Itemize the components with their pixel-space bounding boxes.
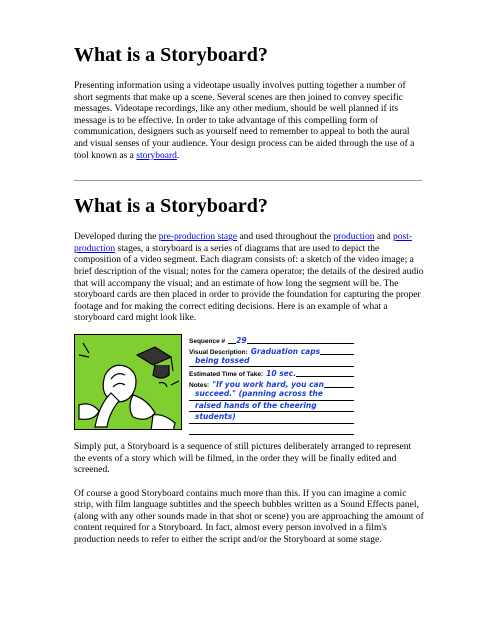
sequence-underline <box>228 343 236 344</box>
visual-row <box>189 345 354 356</box>
section2-text-d: stages, a storyboard is a series of diagrams that are used to depict the composition of a video segment. Each diagram consists of: a sketch of the video image; a brief description of the visual; notes for the camera operator; the details of the desired audio that will accompany the visual; and an estimate of how long the segment will be. The storyboard cards are then placed in order to provide the foundation for capturing the proper footage and for making the correct editing decisions. Here is an example of what a storyboard card might look like. <box>74 243 424 324</box>
sequence-underline-end <box>247 343 354 344</box>
time-label: Estimated Time of Take: <box>189 371 264 379</box>
sequence-value: 29 <box>236 335 247 345</box>
section2-paragraph <box>74 232 424 325</box>
section2-text-b: and used throughout the <box>237 232 334 243</box>
notes-value-3: raised hands of the cheering <box>195 400 317 410</box>
visual-underline <box>320 354 354 355</box>
section2-title: What is a Storyboard? <box>74 195 268 218</box>
notes-row <box>189 378 354 389</box>
storyboard-form <box>189 334 354 436</box>
section1-text: Presenting information using a videotape usually involves putting together a number of short segments that make up a scene. Several scenes are then joined to convey specific messages. Videotape recordings, like any other medium, should be well planned if its message is to be effective. In order to take advantage of this compelling form of communication, designers such as yourself need to remember to appeal to both the aural and visual senses of your audience. Your design process can be aided through the use of a tool known as a <box>74 81 415 161</box>
sequence-row <box>189 334 354 345</box>
notes-underline <box>324 387 354 388</box>
notes-label: Notes: <box>189 382 210 390</box>
visual-line-2 <box>189 356 354 368</box>
section1-paragraph <box>74 81 424 162</box>
visual-value-1: Graduation caps <box>250 346 321 356</box>
notes-line-4 <box>189 412 354 424</box>
post-production-link[interactable]: post-production <box>74 232 412 254</box>
graduation-caps-icon <box>75 335 182 430</box>
visual-value-2: being tossed <box>195 355 250 365</box>
notes-value-4: students) <box>195 412 236 422</box>
production-link[interactable]: production <box>333 232 375 243</box>
storyboard-link[interactable]: storyboard <box>136 150 177 161</box>
section1-title: What is a Storyboard? <box>74 44 268 66</box>
document-page <box>74 40 424 547</box>
graduation-illustration <box>74 334 182 430</box>
notes-line-2 <box>189 389 354 401</box>
notes-line-5 <box>189 424 354 436</box>
section2-text-c: and <box>374 232 393 243</box>
time-value: 10 sec. <box>266 369 297 379</box>
paragraph-3: Simply put, a Storyboard is a sequence of still pictures deliberately arranged to represent the events of a story which will be filmed, in the order they will be finally edited and screened. <box>74 441 412 476</box>
section2-text-a: Developed during the <box>74 232 159 243</box>
sequence-label: Sequence # <box>189 337 226 345</box>
notes-value-2: succeed." (panning across the <box>195 389 323 399</box>
notes-value-1: "If you work hard, you can <box>212 380 324 390</box>
storyboard-card-example <box>74 334 424 430</box>
paragraph-4: Of course a good Storyboard contains much more than this. If you can imagine a comic strip, with film language subtitles and the speech bubbles written as a Sound Effects panel, (along with any other sounds made in that shot or scene) you are approaching the amount of content required for a Storyboard. In fact, almost every person involved in a film's production needs to refer to either the script and/or the Storyboard at some stage. <box>74 488 424 546</box>
pre-production-link[interactable]: pre-production stage <box>158 232 238 243</box>
time-row <box>189 367 354 378</box>
section-divider <box>74 180 422 181</box>
visual-label: Visual Description: <box>189 348 248 356</box>
section1-period: . <box>176 150 180 161</box>
notes-line-3 <box>189 401 354 413</box>
time-underline <box>296 376 354 377</box>
